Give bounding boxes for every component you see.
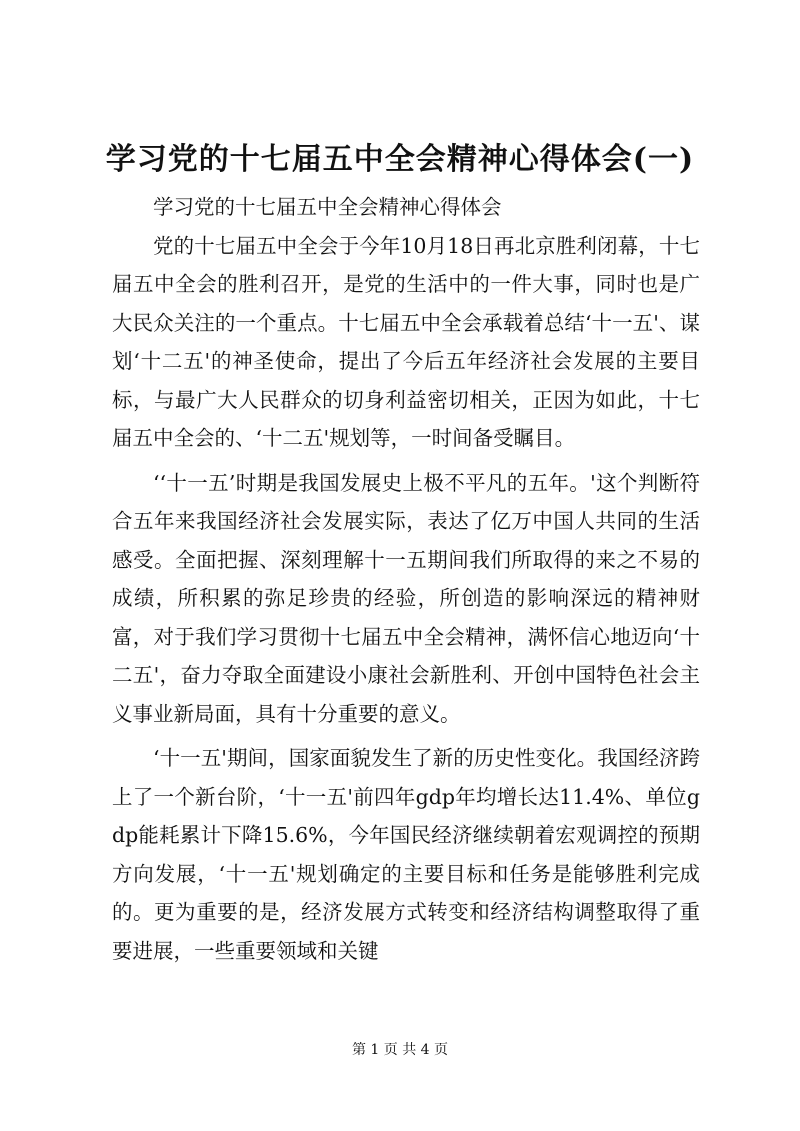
- paragraph-1: 党的十七届五中全会于今年10月18日再北京胜利闭幕，十七届五中全会的胜利召开，是党的生活中的一件大事，同时也是广大民众关注的一个重点。十七届五中全会承载着总结‘十一五'、谋划‘十二五'的神圣使命，提出了今后五年经济社会发展的主要目标，与最广大人民群众的切身利益密切相关，正因为如此，十七届五中全会的、‘十二五'规划等，一时间备受瞩目。: [112, 233, 700, 450]
- document-subtitle: 学习党的十七届五中全会精神心得体会: [153, 195, 502, 219]
- paragraph-2: ‘‘十一五’时期是我国发展史上极不平凡的五年。'这个判断符合五年来我国经济社会发展实际，表达了亿万中国人共同的生活感受。全面把握、深刻理解十一五期间我们所取得的来之不易的成绩，所积累的弥足珍贵的经验，所创造的影响深远的精神财富，对于我们学习贯彻十七届五中全会精神，满怀信心地迈向‘十二五'，奋力夺取全面建设小康社会新胜利、开创中国特色社会主义事业新局面，具有十分重要的意义。: [112, 470, 700, 726]
- page-number-footer: 第 1 页 共 4 页: [351, 1042, 449, 1058]
- document-body: [112, 188, 700, 970]
- paragraph-3: ‘十一五'期间，国家面貌发生了新的历史性变化。我国经济跨上了一个新台阶，‘十一五'前四年gdp年均增长达11.4%、单位gdp能耗累计下降15.6%，今年国民经济继续朝着宏观调控的预期方向发展，‘十一五'规划确定的主要目标和任务是能够胜利完成的。更为重要的是，经济发展方式转变和经济结构调整取得了重要进展，一些重要领域和关键: [112, 746, 700, 963]
- document-title: 学习党的十七届五中全会精神心得体会(一): [105, 142, 695, 177]
